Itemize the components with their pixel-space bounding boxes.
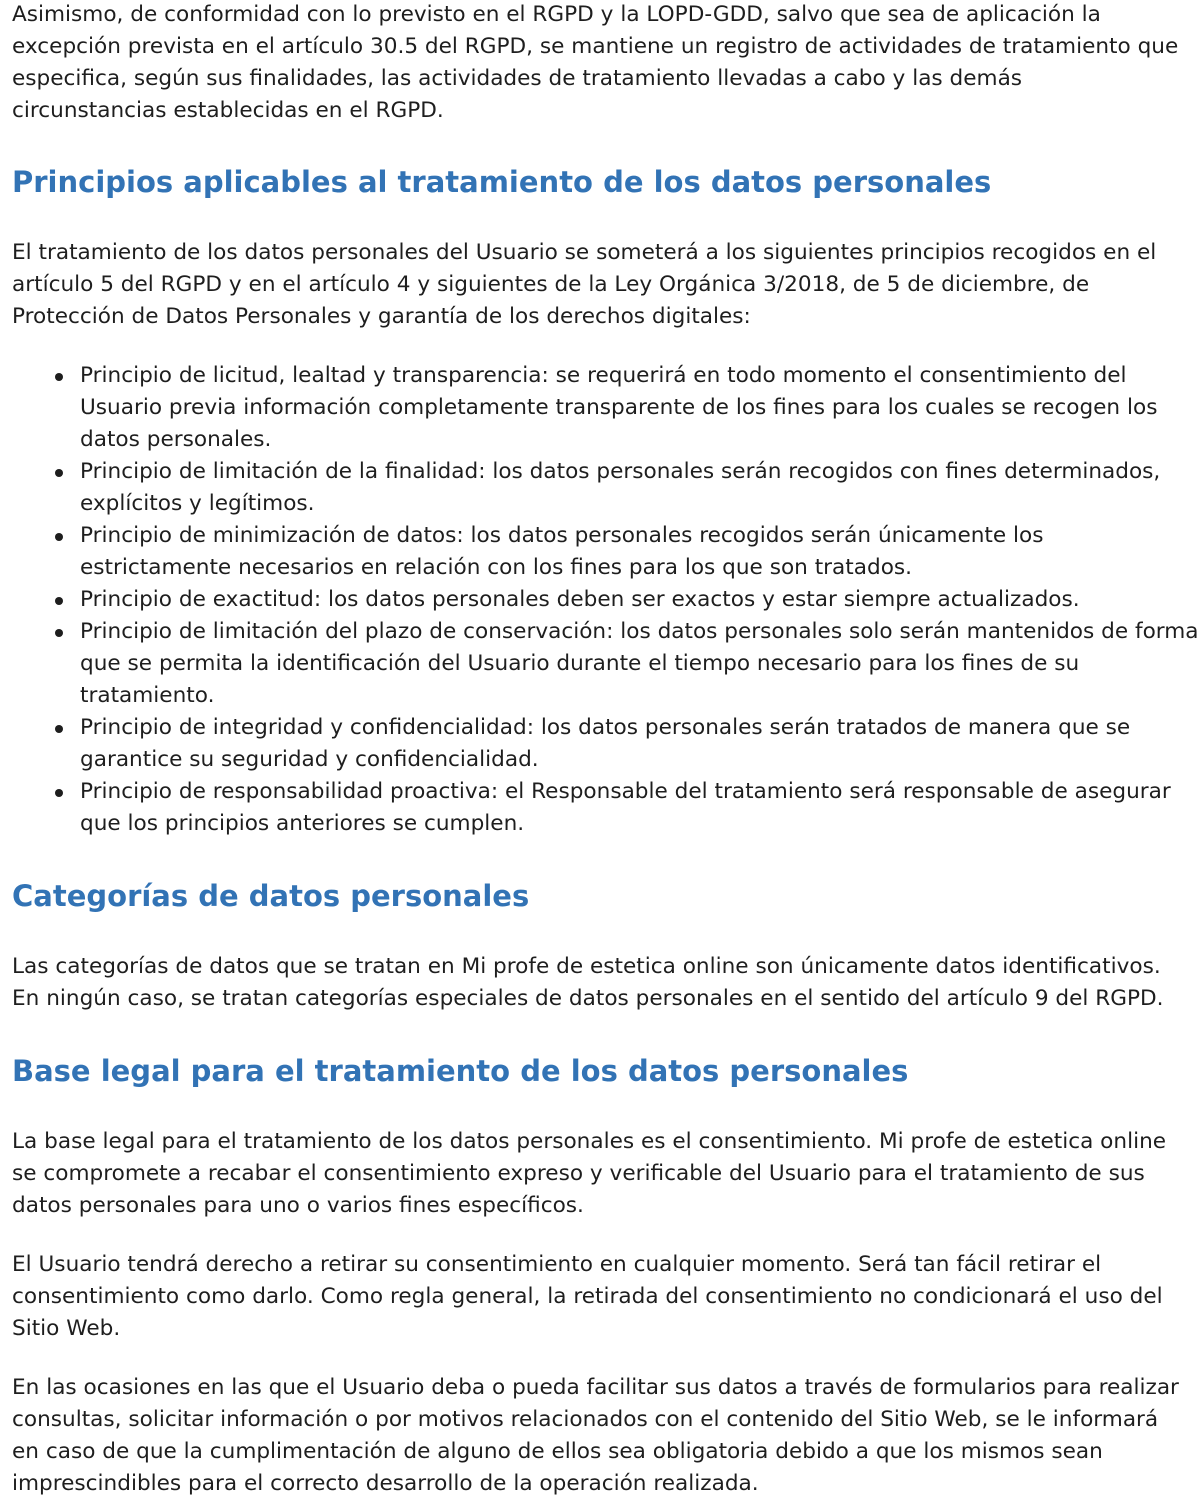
- list-item: [80, 456, 1200, 520]
- list-item-text: Principio de minimización de datos: los datos personales recogidos serán únicamente los estrictamente necesarios en relación con los fines para los que son tratados.: [80, 523, 1044, 580]
- list-item-text: Principio de integridad y confidencialidad: los datos personales serán tratados de manera que se garantice su seguridad y confidencialidad.: [80, 715, 1131, 772]
- bullet-icon: [55, 533, 63, 541]
- list-item-text: Principio de licitud, lealtad y transparencia: se requerirá en todo momento el consentimiento del Usuario previa información completamente transparente de los fines para los cuales se recogen los datos personales.: [80, 363, 1158, 452]
- principios-heading: Principios aplicables al tratamiento de los datos personales: [12, 165, 992, 199]
- list-item: [80, 584, 1200, 616]
- bullet-icon: [55, 789, 63, 797]
- bullet-icon: [55, 597, 63, 605]
- list-item: [80, 776, 1200, 840]
- bullet-icon: [55, 373, 63, 381]
- bullet-icon: [55, 725, 63, 733]
- categorias-paragraph: Las categorías de datos que se tratan en Mi profe de estetica online son únicamente datos identificativos. En ningún caso, se tratan categorías especiales de datos personales en el sentido del artículo 9 del RGPD.: [12, 954, 1164, 1011]
- list-item-text: Principio de limitación de la finalidad: los datos personales serán recogidos con fines determinados, explícitos y legítimos.: [80, 459, 1161, 516]
- list-item-text: Principio de responsabilidad proactiva: el Responsable del tratamiento será responsable de asegurar que los principios anteriores se cumplen.: [80, 779, 1171, 836]
- bullet-icon: [55, 629, 63, 637]
- base-legal-paragraph: La base legal para el tratamiento de los datos personales es el consentimiento. Mi profe de estetica online se compromete a recabar el consentimiento expreso y verificable del Usuario para el tratamiento de sus datos personales para uno o varios fines específicos.: [12, 1129, 1167, 1218]
- base-legal-paragraph: El Usuario tendrá derecho a retirar su consentimiento en cualquier momento. Será tan fácil retirar el consentimiento como darlo. Como regla general, la retirada del consentimiento no condicionará el uso del Sitio Web.: [12, 1252, 1163, 1341]
- list-item-text: Principio de exactitud: los datos personales deben ser exactos y estar siempre actualizados.: [80, 587, 1080, 612]
- base-legal-paragraph: En las ocasiones en las que el Usuario deba o pueda facilitar sus datos a través de formularios para realizar consultas, solicitar información o por motivos relacionados con el contenido del Sitio Web, se le informará en caso de que la cumplimentación de alguno de ellos sea obligatoria debido a que los mismos sean imprescindibles para el correcto desarrollo de la operación realizada.: [12, 1375, 1179, 1496]
- list-item: [80, 616, 1200, 712]
- base-legal-heading: Base legal para el tratamiento de los datos personales: [12, 1054, 909, 1088]
- principios-intro-paragraph: El tratamiento de los datos personales del Usuario se someterá a los siguientes principios recogidos en el artículo 5 del RGPD y en el artículo 4 y siguientes de la Ley Orgánica 3/2018, de 5 de diciembre, de Protección de Datos Personales y garantía de los derechos digitales:: [12, 240, 1157, 329]
- bullet-icon: [55, 469, 63, 477]
- list-item: [80, 712, 1200, 776]
- categorias-heading: Categorías de datos personales: [12, 879, 530, 913]
- intro-paragraph: Asimismo, de conformidad con lo previsto en el RGPD y la LOPD-GDD, salvo que sea de aplicación la excepción prevista en el artículo 30.5 del RGPD, se mantiene un registro de actividades de tratamiento que especifica, según sus finalidades, las actividades de tratamiento llevadas a cabo y las demás circunstancias establecidas en el RGPD.: [12, 2, 1179, 123]
- list-item-text: Principio de limitación del plazo de conservación: los datos personales solo serán mantenidos de forma que se permita la identificación del Usuario durante el tiempo necesario para los fines de su tratamiento.: [80, 619, 1199, 708]
- principios-list: [12, 360, 1200, 840]
- list-item: [80, 520, 1200, 584]
- list-item: [80, 360, 1200, 456]
